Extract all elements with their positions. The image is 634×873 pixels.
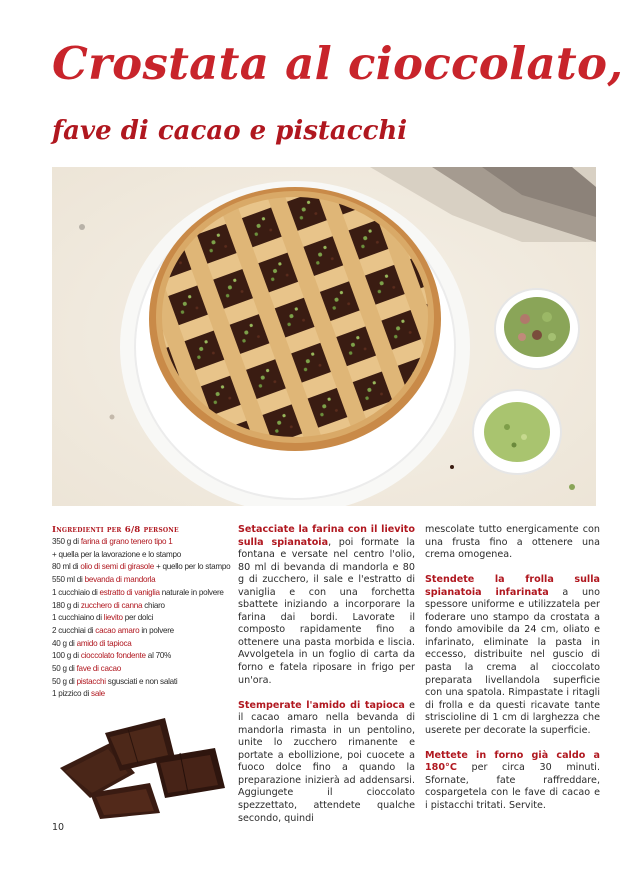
recipe-title: Crostata al cioccolato, bbox=[52, 37, 624, 90]
ingredient-item bbox=[52, 688, 230, 701]
ingredients-column bbox=[52, 524, 230, 701]
method-column-1 bbox=[238, 524, 415, 838]
ingredient-quantity: 1 cucchiaio di bbox=[52, 587, 100, 597]
step-1-text: , poi formate la fontana e versate nel centro l'olio, 80 ml di bevanda di mandorla e 80 g di zucchero, il sale e l'estratto di vaniglia e con una forchetta sbattete iniziando a incorporare la farina dai bordi. Lavorate il composto rapidamente fino a ottenere una pasta morbida e liscia. Avvolgetela in un foglio di carta da forno e fatela riposare in frigo per un'ora. bbox=[238, 536, 416, 686]
ingredient-name: olio di semi di girasole bbox=[80, 562, 154, 572]
ingredient-item bbox=[52, 587, 230, 600]
ingredient-name: cioccolato fondente bbox=[80, 651, 146, 661]
ingredient-note: sgusciati e non salati bbox=[105, 676, 178, 686]
ingredient-item bbox=[52, 676, 230, 689]
ingredient-quantity: 50 g di bbox=[52, 664, 77, 674]
ingredient-name: bevanda di mandorla bbox=[84, 575, 156, 585]
step-2-continued bbox=[425, 524, 600, 562]
step-2-continued-text: mescolate tutto energicamente con una frusta fino a ottenere una crema omogenea. bbox=[425, 524, 600, 561]
ingredient-name: cacao amaro bbox=[95, 625, 140, 635]
chocolate-pieces-image bbox=[50, 713, 230, 821]
step-2-text: e il cacao amaro nella bevanda di mandorla rimasta in un pentolino, unite lo zucchero rimanente e portate a ebollizione, poi cuocete a fuoco dolce fino a quando la preparazione inizierà ad addensarsi. Aggiungete il cioccolato spezzettato, attendete qualche secondo, quindi bbox=[238, 699, 415, 824]
ingredient-quantity: 100 g di bbox=[52, 651, 81, 661]
ingredients-title: Ingredienti per 6/8 persone bbox=[52, 525, 179, 535]
ingredient-quantity: 350 g di bbox=[52, 537, 81, 546]
ingredient-item bbox=[52, 663, 230, 676]
ingredient-item bbox=[52, 561, 230, 574]
ingredient-quantity: 80 ml di bbox=[52, 562, 81, 572]
step-2 bbox=[238, 700, 415, 825]
ingredient-quantity: 1 pizzico di bbox=[52, 689, 92, 699]
method-column-2 bbox=[425, 524, 600, 825]
ingredient-quantity: 180 g di bbox=[52, 600, 81, 610]
ingredient-name: amido di tapioca bbox=[76, 638, 132, 648]
step-4-text: per circa 30 minuti. Sfornate, fate raffreddare, cospargetela con le fave di cacao e i pistacchi tritati. Servite. bbox=[425, 762, 600, 811]
ingredient-item bbox=[52, 638, 230, 651]
step-1-lead: Setacciate la farina con il lievito sulla spianatoia bbox=[238, 524, 415, 548]
ingredient-name: farina di grano tenero tipo 1 bbox=[80, 537, 173, 546]
page-number: 10 bbox=[52, 822, 65, 833]
step-2-lead: Stemperate l'amido di tapioca bbox=[238, 699, 405, 711]
step-3-text: a uno spessore uniforme e utilizzatela per foderare uno stampo da crostata a fondo amovibile da 24 cm, oliato e infarinato, eliminate la pasta in eccesso, distribuite nel guscio di pasta la crema al cioccolato preparata livellandola superficie con una spatola. Rimpastate i ritagli di frolla e da questi ricavate tante striscioline di 1 cm di larghezza che userete per decorate la superficie. bbox=[425, 586, 600, 736]
ingredient-note: per dolci bbox=[122, 613, 154, 623]
ingredient-quantity: 40 g di bbox=[52, 638, 77, 648]
ingredient-quantity: 2 cucchiai di bbox=[52, 625, 96, 635]
ingredient-quantity: 50 g di bbox=[52, 676, 77, 686]
ingredient-item bbox=[52, 650, 230, 663]
ingredients-list bbox=[52, 536, 230, 701]
step-3-lead: Stendete la frolla sulla spianatoia infarinata bbox=[425, 574, 600, 598]
ingredient-item bbox=[52, 600, 230, 613]
ingredient-name: estratto di vaniglia bbox=[99, 587, 160, 597]
ingredient-note: chiaro bbox=[142, 600, 165, 610]
ingredient-quantity: 1 cucchiaino di bbox=[52, 613, 104, 623]
step-3 bbox=[425, 574, 600, 737]
ingredient-note: in polvere bbox=[139, 625, 174, 635]
ingredient-name: zucchero di canna bbox=[80, 600, 143, 610]
ingredient-item bbox=[52, 549, 230, 562]
ingredient-name: lievito bbox=[103, 613, 123, 623]
tart-photo bbox=[52, 167, 596, 506]
ingredient-note: naturale in polvere bbox=[159, 587, 224, 597]
ingredient-name: sale bbox=[91, 689, 105, 699]
ingredient-note: + quello per lo stampo bbox=[153, 562, 231, 572]
ingredient-quantity: + quella per la lavorazione e lo stampo bbox=[52, 549, 182, 559]
ingredient-item bbox=[52, 625, 230, 638]
ingredient-item bbox=[52, 574, 230, 587]
ingredient-name: fave di cacao bbox=[76, 664, 122, 674]
ingredient-item bbox=[52, 536, 230, 549]
step-4 bbox=[425, 750, 600, 813]
ingredient-quantity: 550 ml di bbox=[52, 575, 85, 585]
step-1 bbox=[238, 524, 415, 687]
step-4-lead: Mettete in forno già caldo a 180°C bbox=[425, 749, 600, 774]
ingredient-item bbox=[52, 612, 230, 625]
recipe-subtitle: fave di cacao e pistacchi bbox=[52, 116, 408, 146]
ingredient-note: al 70% bbox=[145, 651, 172, 661]
ingredient-name: pistacchi bbox=[76, 676, 106, 686]
